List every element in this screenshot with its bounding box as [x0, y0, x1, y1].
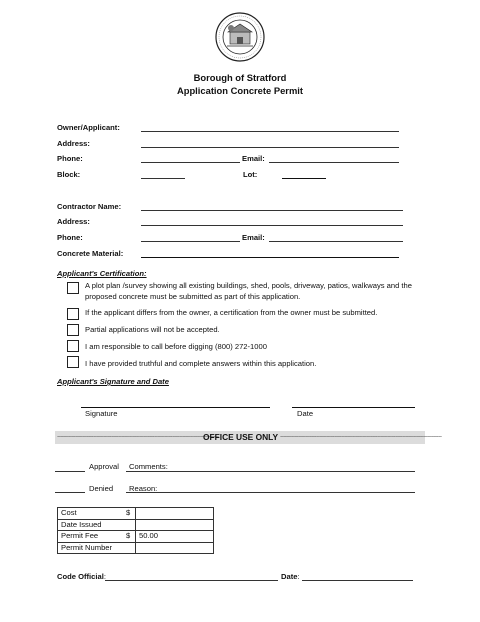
footer-date-label-text: Date [281, 572, 298, 581]
document-title: Application Concrete Permit [176, 85, 304, 96]
table-row [58, 531, 214, 543]
signature-date-label: Date [297, 409, 314, 418]
certification-checkbox-3[interactable] [67, 324, 79, 336]
contractor-email-field[interactable] [269, 241, 403, 242]
email-field[interactable] [269, 162, 399, 163]
denied-mark-field[interactable] [55, 492, 85, 493]
cost-label: Cost [58, 508, 124, 520]
cost-value[interactable] [136, 508, 214, 520]
code-official-label-text: Code Official [57, 572, 104, 581]
contractor-name-label: Contractor Name: [57, 202, 122, 211]
contractor-name-field[interactable] [141, 210, 403, 211]
signature-heading: Applicant's Signature and Date [57, 377, 169, 386]
certification-text-1b: proposed concrete must be submitted as part of this application. [85, 292, 301, 301]
reason-label: Reason: [129, 484, 158, 493]
contractor-address-field[interactable] [141, 225, 403, 226]
permit-fee-symbol: $ [123, 531, 136, 543]
concrete-material-label: Concrete Material: [57, 249, 124, 258]
borough-seal-icon [215, 12, 265, 62]
approval-label: Approval [89, 462, 119, 471]
owner-field[interactable] [141, 131, 399, 132]
permit-fee-label: Permit Fee [58, 531, 124, 543]
phone-label: Phone: [57, 154, 83, 163]
phone-field[interactable] [141, 162, 240, 163]
comments-label: Comments: [129, 462, 168, 471]
cost-table [57, 507, 214, 554]
footer-date-label: Date: [281, 572, 300, 581]
certification-checkbox-5[interactable] [67, 356, 79, 368]
permit-number-label: Permit Number [58, 542, 124, 554]
office-use-title: OFFICE USE ONLY [203, 432, 279, 442]
comments-field[interactable] [126, 471, 415, 472]
certification-text-5: I have provided truthful and complete answers within this application. [85, 359, 317, 368]
signature-field[interactable] [81, 407, 270, 408]
permit-number-value[interactable] [136, 542, 214, 554]
certification-text-4: I am responsible to call before digging (800) 272-1000 [85, 342, 267, 351]
certification-text-2: If the applicant differs from the owner, a certification from the owner must be submitted. [85, 308, 378, 317]
cost-symbol: $ [123, 508, 136, 520]
lot-label: Lot: [243, 170, 258, 179]
reason-field[interactable] [126, 492, 415, 493]
signature-date-field[interactable] [292, 407, 415, 408]
email-label: Email: [242, 154, 265, 163]
permit-number-symbol [123, 542, 136, 554]
code-official-label: Code Official: [57, 572, 106, 581]
org-title: Borough of Stratford [193, 72, 287, 83]
certification-checkbox-2[interactable] [67, 308, 79, 320]
table-row [58, 508, 214, 520]
certification-heading: Applicant's Certification: [57, 269, 147, 278]
address-field[interactable] [141, 147, 399, 148]
date-issued-label: Date Issued [58, 519, 124, 531]
footer-date-field[interactable] [302, 580, 413, 581]
certification-text-3: Partial applications will not be accepted. [85, 325, 220, 334]
date-issued-value[interactable] [136, 519, 214, 531]
code-official-field[interactable] [105, 580, 278, 581]
block-label: Block: [57, 170, 81, 179]
lot-field[interactable] [282, 178, 326, 179]
office-use-banner: ~~~~~~~~~~~~~~~~~~~~~~~~~~~~~~~~~~~~~~~~~~~~~ OFFICE USE ONLY ~~~~~~~~~~~~~~~~~~~~~~~~~~~~~~~~~~~~~~~~~~~~~ [57, 432, 442, 442]
date-issued-symbol [123, 519, 136, 531]
table-row [58, 542, 214, 554]
certification-text-1a: A plot plan /survey showing all existing buildings, shed, pools, driveway, patios, walkways and the [85, 281, 412, 290]
denied-label: Denied [89, 484, 114, 493]
certification-checkbox-1[interactable] [67, 282, 79, 294]
contractor-email-label: Email: [242, 233, 265, 242]
signature-label: Signature [85, 409, 118, 418]
contractor-phone-label: Phone: [57, 233, 83, 242]
owner-label: Owner/Applicant: [57, 123, 120, 132]
concrete-material-field[interactable] [141, 257, 399, 258]
permit-fee-value[interactable]: 50.00 [136, 531, 214, 543]
certification-checkbox-4[interactable] [67, 340, 79, 352]
address-label: Address: [57, 139, 90, 148]
contractor-phone-field[interactable] [141, 241, 240, 242]
table-row [58, 519, 214, 531]
block-field[interactable] [141, 178, 185, 179]
contractor-address-label: Address: [57, 217, 90, 226]
approval-mark-field[interactable] [55, 471, 85, 472]
